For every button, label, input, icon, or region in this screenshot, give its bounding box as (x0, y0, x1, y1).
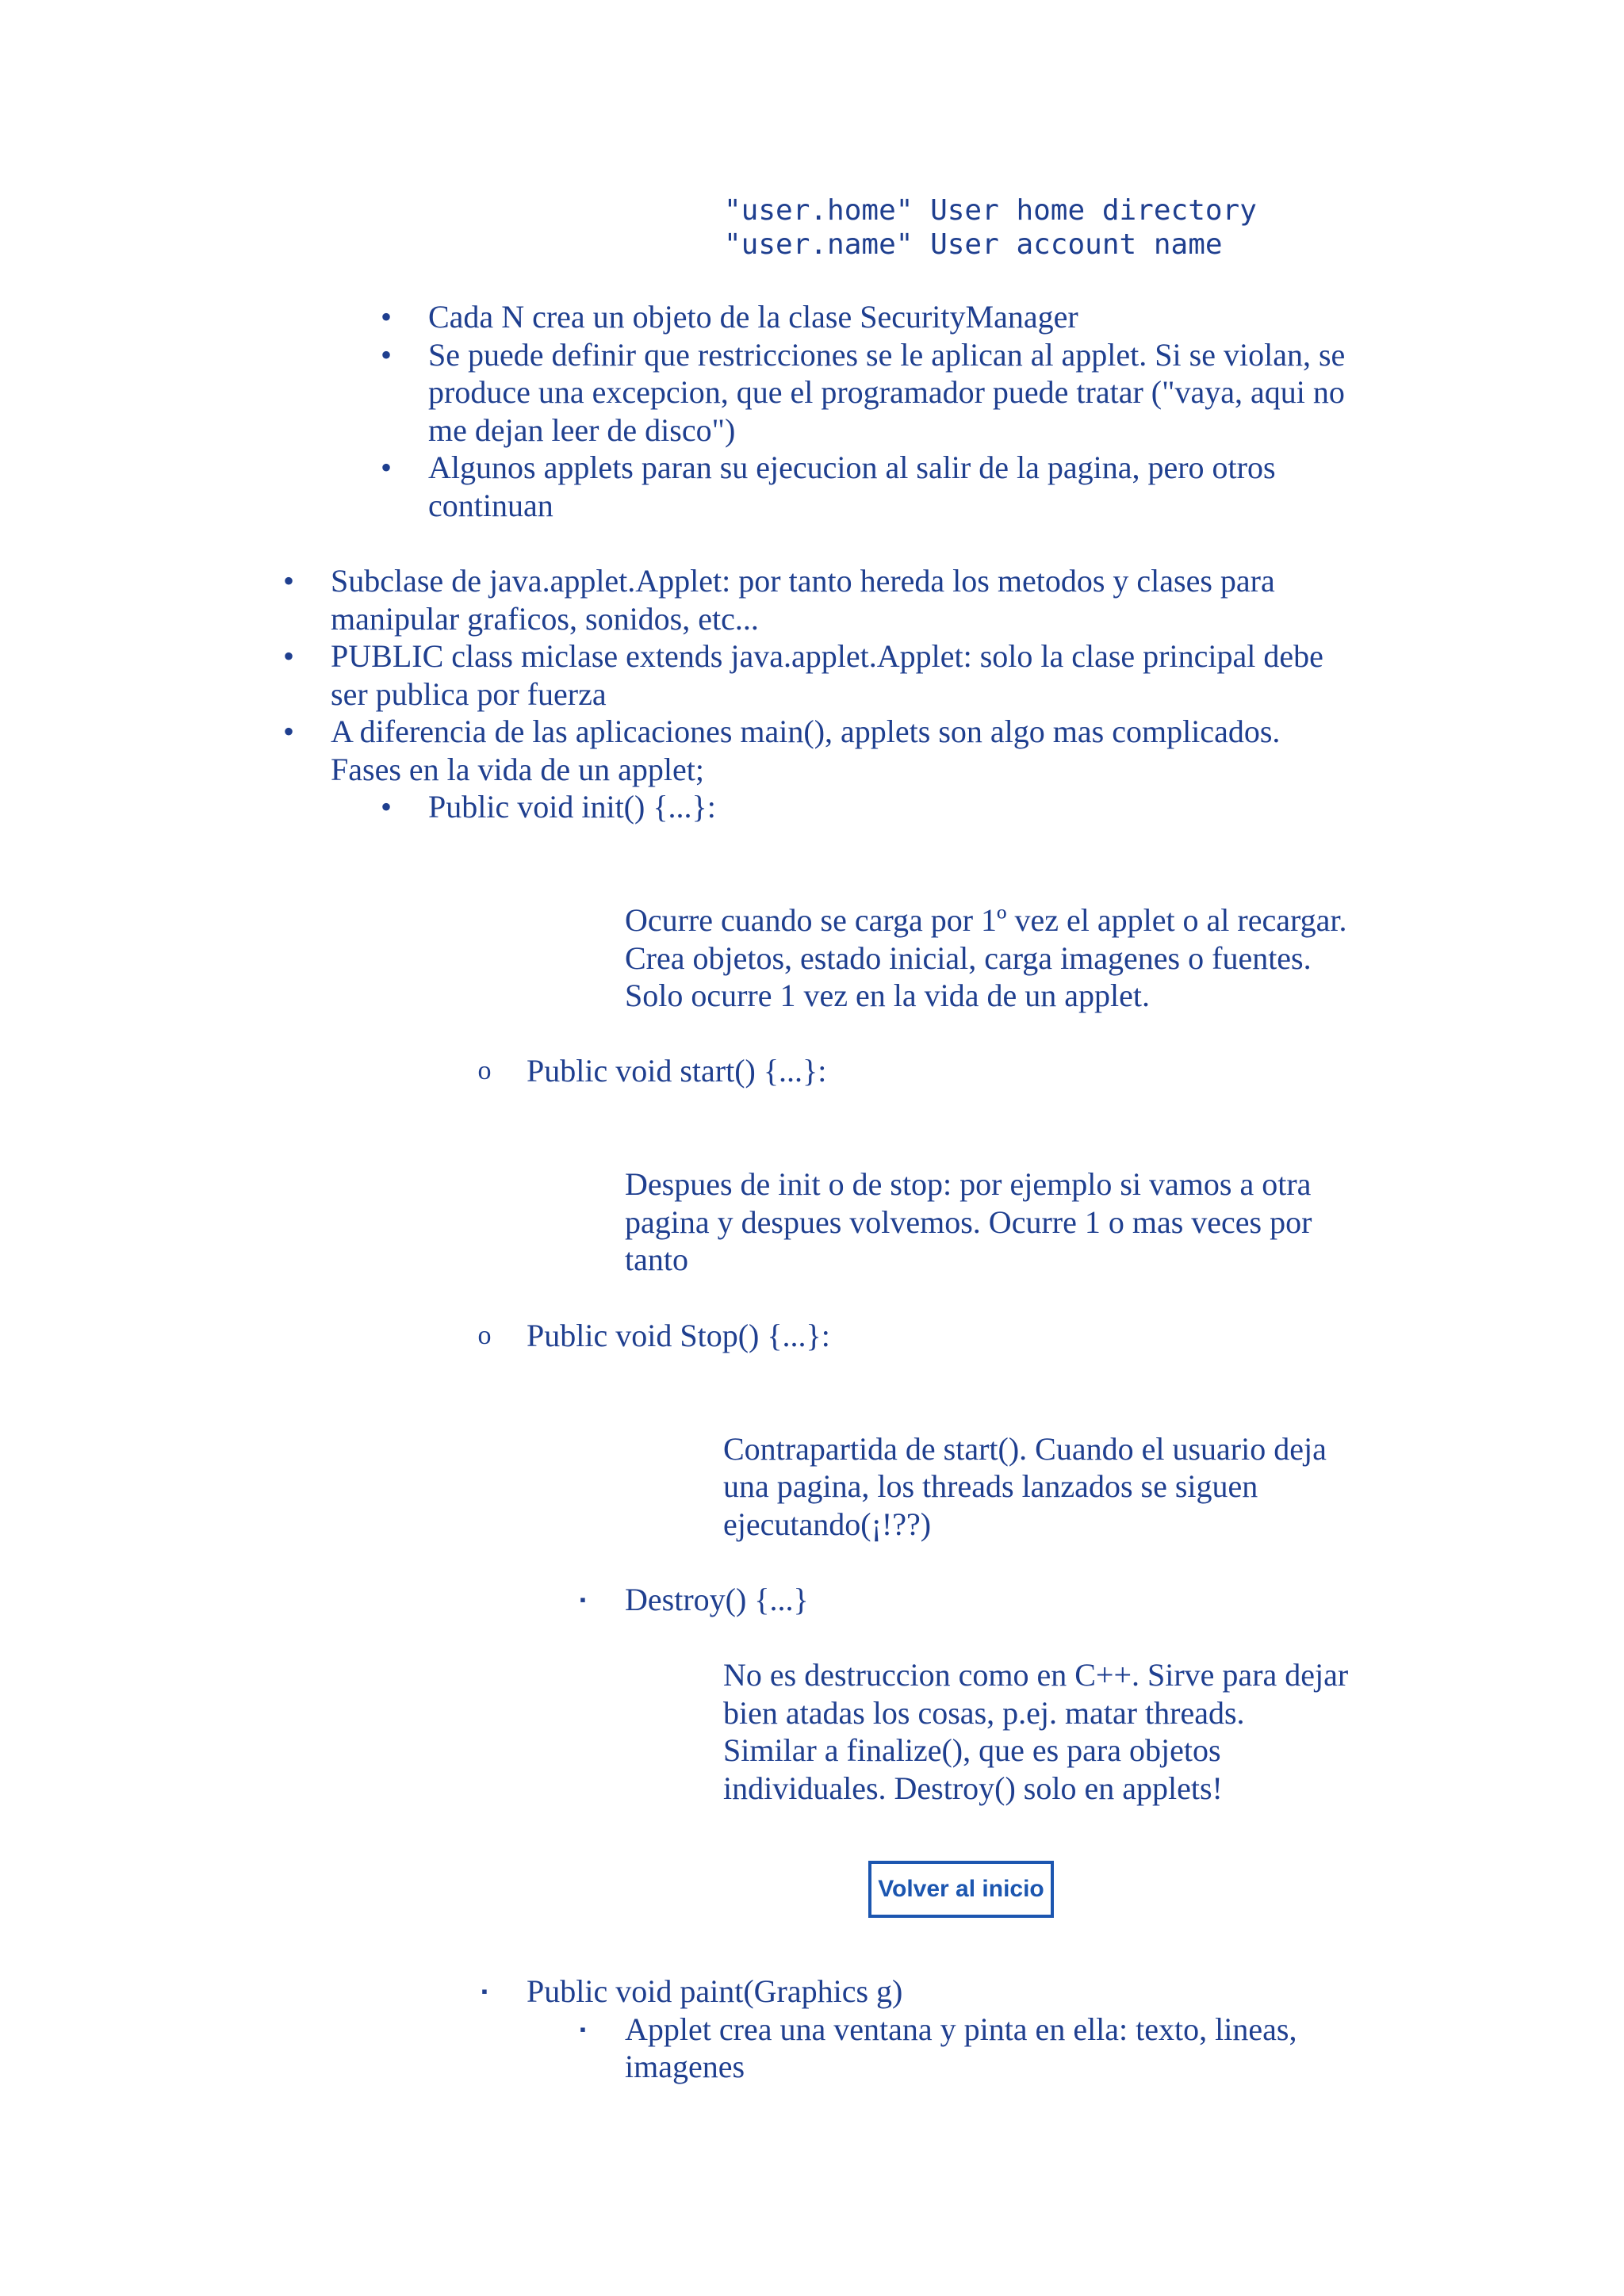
bullet-disc: • (380, 299, 392, 335)
list-item-subclase-line1: Subclase de java.applet.Applet: por tanto hereda los metodos y clases para (331, 563, 1275, 599)
paint-heading: Public void paint(Graphics g) (527, 1973, 903, 2009)
destroy-description-line1: No es destruccion como en C++. Sirve para dejar (723, 1657, 1349, 1693)
bullet-disc: • (380, 450, 392, 485)
bullet-disc: • (282, 638, 294, 674)
bullet-square: ▪ (580, 2019, 586, 2039)
stop-description-line1: Contrapartida de start(). Cuando el usuario deja (723, 1431, 1327, 1467)
stop-heading: Public void Stop() {...}: (527, 1318, 830, 1353)
list-item-subclase-line2: manipular graficos, sonidos, etc... (331, 601, 759, 637)
destroy-heading: Destroy() {...} (625, 1582, 809, 1617)
paint-sub-line2: imagenes (625, 2049, 745, 2084)
bullet-disc: • (282, 714, 294, 749)
list-item-restrictions-line3: me dejan leer de disco") (428, 412, 736, 448)
code-line-user-name: "user.name" User account name (724, 228, 1223, 261)
bullet-disc: • (380, 789, 392, 825)
list-item-public-class-line1: PUBLIC class miclase extends java.applet.Applet: solo la clase principal debe (331, 638, 1323, 674)
destroy-description-line2: bien atadas los cosas, p.ej. matar threads. (723, 1695, 1245, 1731)
list-item-fases-line1: A diferencia de las aplicaciones main(), applets son algo mas complicados. (331, 714, 1281, 749)
bullet-disc: • (282, 563, 294, 599)
list-item-restrictions-line1: Se puede definir que restricciones se le aplican al applet. Si se violan, se (428, 337, 1346, 373)
destroy-description-line4: individuales. Destroy() solo en applets! (723, 1770, 1223, 1806)
bullet-circle: o (477, 1056, 492, 1085)
init-description-line2: Crea objetos, estado inicial, carga imagenes o fuentes. (625, 940, 1312, 976)
stop-description-line3: ejecutando(¡!??) (723, 1506, 932, 1542)
list-item-applets-stop-line1: Algunos applets paran su ejecucion al salir de la pagina, pero otros (428, 450, 1276, 485)
code-line-user-home: "user.home" User home directory (724, 194, 1257, 227)
list-item-public-class-line2: ser publica por fuerza (331, 676, 607, 712)
init-description-line1: Ocurre cuando se carga por 1º vez el applet o al recargar. (625, 902, 1347, 938)
list-item-fases-line2: Fases en la vida de un applet; (331, 752, 704, 787)
destroy-description-line3: Similar a finalize(), que es para objetos (723, 1732, 1221, 1768)
list-item-security-manager: Cada N crea un objeto de la clase SecurityManager (428, 299, 1078, 335)
start-heading: Public void start() {...}: (527, 1053, 827, 1089)
paint-sub-line1: Applet crea una ventana y pinta en ella: texto, lineas, (625, 2011, 1297, 2047)
start-description-line1: Despues de init o de stop: por ejemplo si vamos a otra (625, 1166, 1312, 1202)
init-heading: Public void init() {...}: (428, 789, 716, 825)
bullet-square: ▪ (580, 1590, 586, 1609)
list-item-restrictions-line2: produce una excepcion, que el programador puede tratar ("vaya, aqui no (428, 374, 1345, 410)
bullet-circle: o (477, 1321, 492, 1350)
back-to-start-button[interactable]: Volver al inicio (868, 1861, 1054, 1918)
bullet-square: ▪ (481, 1981, 488, 2001)
bullet-disc: • (380, 337, 392, 373)
stop-description-line2: una pagina, los threads lanzados se siguen (723, 1468, 1258, 1504)
start-description-line2: pagina y despues volvemos. Ocurre 1 o mas veces por (625, 1204, 1312, 1240)
start-description-line3: tanto (625, 1242, 688, 1277)
init-description-line3: Solo ocurre 1 vez en la vida de un applet. (625, 978, 1150, 1013)
list-item-applets-stop-line2: continuan (428, 488, 553, 523)
